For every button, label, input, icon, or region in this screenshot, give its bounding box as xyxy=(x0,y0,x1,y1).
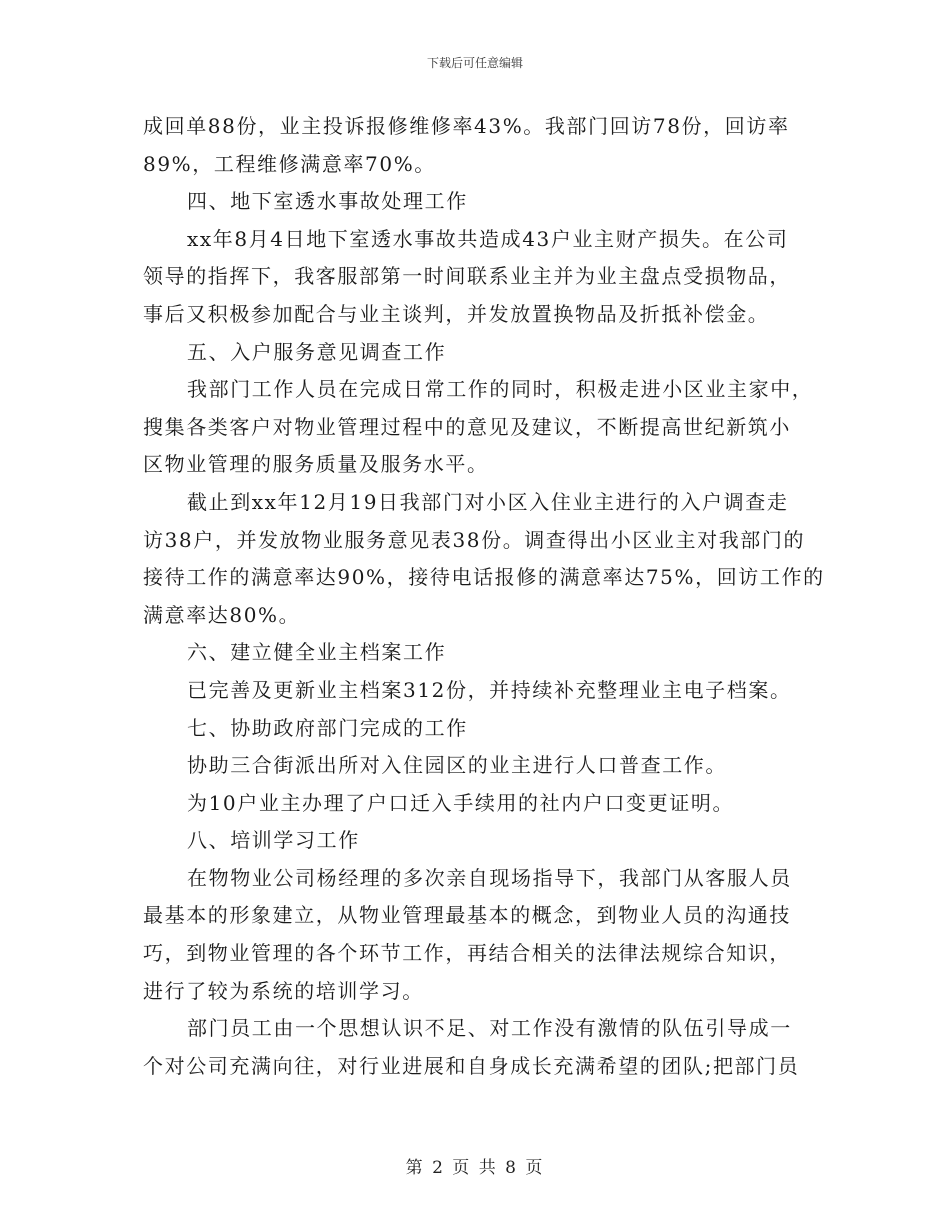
section-heading: 八、培训学习工作 xyxy=(187,828,360,853)
body-line: 访38户，并发放物业服务意见表38份。调查得出小区业主对我部门的 xyxy=(143,527,806,552)
body-line: 进行了较为系统的培训学习。 xyxy=(143,978,424,1003)
body-line: 截止到xx年12月19日我部门对小区入住业主进行的入户调查走 xyxy=(187,489,789,514)
body-line: 最基本的形象建立，从物业管理最基本的概念，到物业人员的沟通技 xyxy=(143,903,791,928)
section-heading: 五、入户服务意见调查工作 xyxy=(187,339,447,364)
header-note: 下载后可任意编辑 xyxy=(426,56,523,70)
section-heading: 六、建立健全业主档案工作 xyxy=(187,640,447,665)
body-line: 89%，工程维修满意率70%。 xyxy=(143,151,436,176)
body-line: 个对公司充满向往，对行业进展和自身成长充满希望的团队;把部门员 xyxy=(143,1053,800,1078)
body-line: xx年8月4日地下室透水事故共造成43户业主财产损失。在公司 xyxy=(187,226,789,251)
body-line: 接待工作的满意率达90%，接待电话报修的满意率达75%，回访工作的 xyxy=(143,565,825,590)
body-line: 已完善及更新业主档案312份，并持续补充整理业主电子档案。 xyxy=(187,677,792,702)
section-heading: 七、协助政府部门完成的工作 xyxy=(187,715,468,740)
body-line: 部门员工由一个思想认识不足、对工作没有激情的队伍引导成一 xyxy=(187,1016,792,1041)
body-line: 为10户业主办理了户口迁入手续用的社内户口变更证明。 xyxy=(187,790,735,815)
body-line: 领导的指挥下，我客服部第一时间联系业主并为业主盘点受损物品， xyxy=(143,264,791,289)
page-number-footer: 第 2 页 共 8 页 xyxy=(405,1158,545,1178)
section-heading: 四、地下室透水事故处理工作 xyxy=(187,189,468,214)
body-line: 成回单88份，业主投诉报修维修率43%。我部门回访78份，回访率 xyxy=(143,114,790,138)
body-line: 协助三合街派出所对入住园区的业主进行人口普查工作。 xyxy=(187,753,727,778)
document-body xyxy=(143,108,825,1085)
body-line: 事后又积极参加配合与业主谈判，并发放置换物品及折抵补偿金。 xyxy=(143,301,770,326)
body-line: 在物物业公司杨经理的多次亲自现场指导下，我部门从客服人员 xyxy=(187,865,792,890)
body-line: 搜集各类客户对物业管理过程中的意见及建议，不断提高世纪新筑小 xyxy=(143,414,791,439)
body-line: 我部门工作人员在完成日常工作的同时，积极走进小区业主家中， xyxy=(187,377,814,402)
body-line: 巧，到物业管理的各个环节工作，再结合相关的法律法规综合知识， xyxy=(143,941,791,966)
body-line: 满意率达80%。 xyxy=(143,602,301,627)
body-line: 区物业管理的服务质量及服务水平。 xyxy=(143,452,489,477)
